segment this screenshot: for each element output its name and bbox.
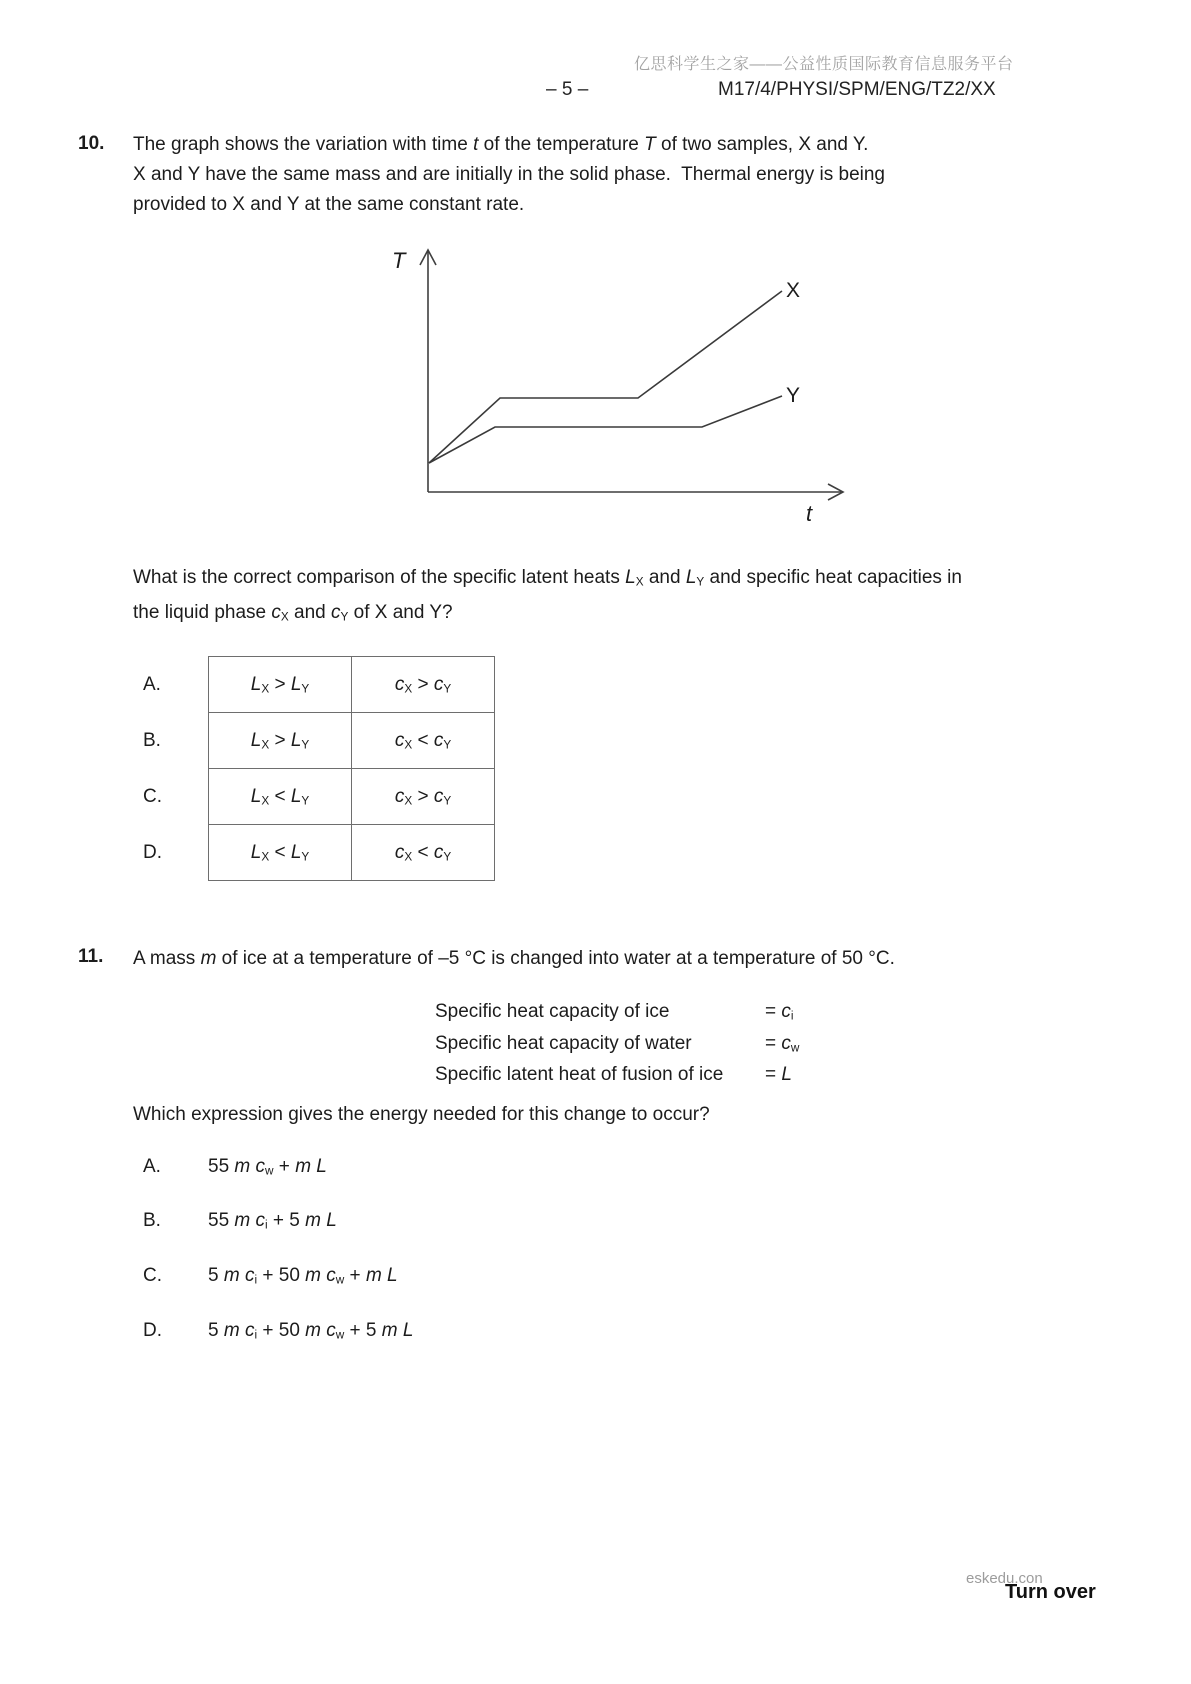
curve-x — [429, 291, 782, 463]
q10-options-table — [133, 656, 495, 881]
q10-question — [133, 563, 962, 632]
curve-y-label: Y — [786, 384, 801, 407]
paper-code: M17/4/PHYSI/SPM/ENG/TZ2/XX — [718, 79, 996, 100]
q11-option-a — [143, 1156, 327, 1178]
q10-intro-line-1: The graph shows the variation with time t of the temperature T of two samples, X and Y. — [133, 134, 869, 155]
option-formula: 55 m ci + 5 m L — [208, 1210, 337, 1232]
q10-intro — [133, 130, 885, 220]
option-a-capacity-cell: cX > cY — [352, 657, 495, 713]
turn-over-label: Turn over — [1005, 1581, 1096, 1603]
q11-option-b — [143, 1210, 337, 1232]
footer-watermark: eskedu.con — [966, 1570, 1043, 1587]
temperature-time-graph — [370, 225, 870, 525]
option-letter-d: D. — [143, 1320, 162, 1341]
curve-y — [429, 396, 782, 463]
q10-intro-line-2: X and Y have the same mass and are initially in the solid phase. Thermal energy is being — [133, 164, 885, 185]
option-letter-d: D. — [143, 841, 162, 863]
option-letter-b: B. — [143, 1210, 161, 1231]
option-letter-c: C. — [143, 1265, 162, 1286]
definition-label: Specific latent heat of fusion of ice — [435, 1064, 724, 1086]
q11-number: 11. — [78, 946, 104, 967]
header-watermark: 亿思科学生之家——公益性质国际教育信息服务平台 — [634, 56, 1014, 73]
table-row — [133, 825, 495, 881]
option-letter-a: A. — [143, 673, 161, 695]
q11-question: Which expression gives the energy needed for this change to occur? — [133, 1104, 710, 1125]
option-letter-b: B. — [143, 729, 161, 751]
option-d-latent-cell: LX < LY — [209, 825, 352, 881]
definition-value: = cw — [765, 1032, 800, 1055]
option-letter-c: C. — [143, 785, 162, 807]
definition-value: = L — [765, 1064, 792, 1086]
option-c-latent-cell: LX < LY — [209, 769, 352, 825]
definition-label: Specific heat capacity of water — [435, 1032, 692, 1054]
option-b-capacity-cell: cX < cY — [352, 713, 495, 769]
definition-value: = ci — [765, 1001, 794, 1023]
curve-x-label: X — [786, 279, 801, 302]
definition-row — [435, 1030, 799, 1062]
definition-row — [435, 998, 799, 1030]
definition-row — [435, 1061, 799, 1088]
q11-option-c — [143, 1265, 398, 1287]
q11-intro: A mass m of ice at a temperature of –5 °C is changed into water at a temperature of 50 °C. — [133, 948, 895, 969]
x-axis-label: t — [806, 501, 813, 525]
option-letter-a: A. — [143, 1156, 161, 1177]
option-formula: 5 m ci + 50 m cw + m L — [208, 1265, 398, 1287]
option-d-capacity-cell: cX < cY — [352, 825, 495, 881]
q10-question-line-2: the liquid phase cX and cY of X and Y? — [133, 601, 453, 624]
table-row — [133, 657, 495, 713]
option-b-latent-cell: LX > LY — [209, 713, 352, 769]
option-c-capacity-cell: cX > cY — [352, 769, 495, 825]
page-number: – 5 – — [546, 79, 589, 100]
table-row — [133, 713, 495, 769]
q11-option-d — [143, 1320, 413, 1342]
q10-number: 10. — [78, 133, 105, 154]
q10-intro-line-3: provided to X and Y at the same constant rate. — [133, 194, 525, 215]
option-formula: 55 m cw + m L — [208, 1156, 327, 1178]
option-a-latent-cell: LX > LY — [209, 657, 352, 713]
option-formula: 5 m ci + 50 m cw + 5 m L — [208, 1320, 414, 1342]
table-row — [133, 769, 495, 825]
q10-question-line-1: What is the correct comparison of the specific latent heats LX and LY and specific heat capacities in — [133, 567, 962, 589]
q11-definitions — [435, 998, 799, 1088]
definition-label: Specific heat capacity of ice — [435, 1001, 670, 1022]
y-axis-label: T — [392, 248, 406, 273]
